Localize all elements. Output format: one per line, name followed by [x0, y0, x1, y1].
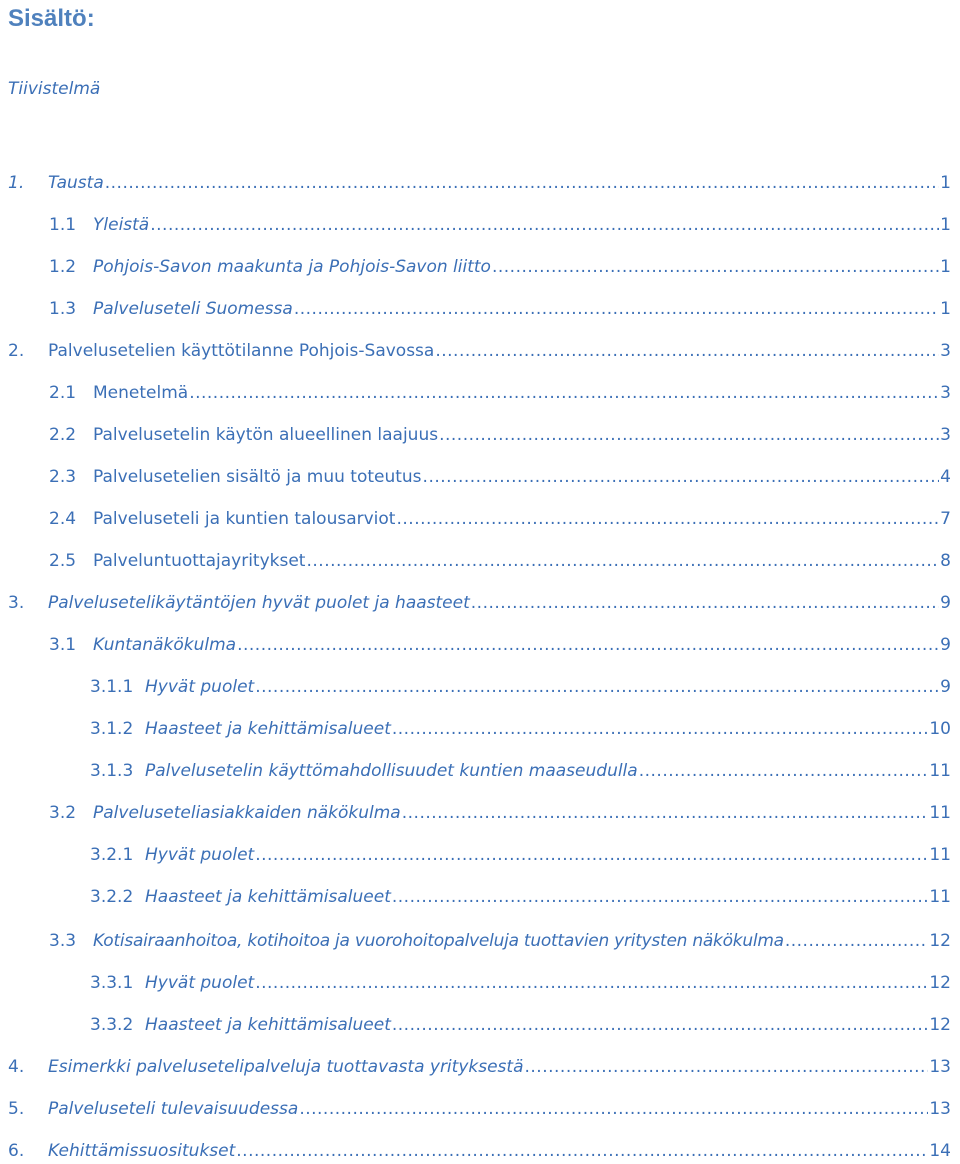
- toc-entry-page: 1: [940, 299, 951, 319]
- toc-entry-page: 13: [929, 1057, 951, 1077]
- toc-leader-dots: [435, 338, 939, 364]
- toc-entry-title: Hyvät puolet: [145, 677, 255, 697]
- toc-entry[interactable]: [0, 928, 951, 954]
- toc-entry-page: 4: [940, 467, 951, 487]
- toc-leader-dots: [237, 632, 939, 658]
- toc-entry-title: Palvelusetelien sisältö ja muu toteutus: [93, 467, 422, 487]
- toc-entry-title: Palveluseteli tulevaisuudessa: [48, 1099, 299, 1119]
- toc-leader-dots: [255, 674, 939, 700]
- toc-entry[interactable]: [0, 758, 951, 784]
- toc-entry-title: Palvelusetelikäytäntöjen hyvät puolet ja haasteet: [48, 593, 470, 613]
- toc-entry-number: 3.2: [49, 803, 77, 823]
- page-title: Sisältö:: [8, 5, 95, 32]
- toc-leader-dots: [423, 464, 940, 490]
- toc-entry[interactable]: [0, 296, 951, 322]
- toc-entry[interactable]: [0, 212, 951, 238]
- toc-entry-number: 1.3: [49, 299, 77, 319]
- toc-entry-title: Tausta: [48, 173, 104, 193]
- toc-entry-number: 3.1: [49, 635, 77, 655]
- toc-entry-number: 3.1.3: [90, 761, 134, 781]
- toc-entry[interactable]: [0, 590, 951, 616]
- toc-leader-dots: [236, 1138, 928, 1164]
- toc-entry-title: Yleistä: [93, 215, 150, 235]
- toc-entry-title: Haasteet ja kehittämisalueet: [145, 719, 391, 739]
- toc-entry-number: 3.2.1: [90, 845, 134, 865]
- toc-leader-dots: [150, 212, 939, 238]
- toc-entry-title: Menetelmä: [93, 383, 189, 403]
- toc-entry[interactable]: [0, 800, 951, 826]
- toc-entry-number: 2.5: [49, 551, 77, 571]
- toc-entry-number: 3.3.1: [90, 973, 134, 993]
- toc-entry-title: Palveluseteli Suomessa: [93, 299, 293, 319]
- toc-entry-number: 4.: [8, 1057, 25, 1077]
- toc-entry-title: Palvelusetelien käyttötilanne Pohjois-Savossa: [48, 341, 435, 361]
- toc-entry-page: 12: [929, 931, 951, 951]
- toc-entry-number: 1.1: [49, 215, 77, 235]
- toc-entry[interactable]: [0, 1138, 951, 1164]
- toc-entry[interactable]: [0, 548, 951, 574]
- toc-entry[interactable]: [0, 506, 951, 532]
- toc-entry-page: 13: [929, 1099, 951, 1119]
- toc-entry-page: 9: [940, 677, 951, 697]
- toc-entry-page: 3: [940, 341, 951, 361]
- toc-entry-page: 1: [940, 257, 951, 277]
- toc-entry-page: 1: [940, 173, 951, 193]
- toc-entry-title: Haasteet ja kehittämisalueet: [145, 1015, 391, 1035]
- toc-entry-title: Kotisairaanhoitoa, kotihoitoa ja vuorohoitopalveluja tuottavien yritysten näkökulma: [93, 931, 784, 951]
- toc-leader-dots: [255, 842, 928, 868]
- toc-leader-dots: [392, 884, 928, 910]
- toc-entry-title: Palvelusetelin käytön alueellinen laajuus: [93, 425, 439, 445]
- toc-leader-dots: [785, 928, 929, 954]
- toc-leader-dots: [396, 506, 939, 532]
- toc-entry-page: 3: [940, 425, 951, 445]
- toc-entry-page: 9: [940, 593, 951, 613]
- toc-entry-title: Palvelusetelin käyttömahdollisuudet kuntien maaseudulla: [145, 761, 638, 781]
- toc-entry-page: 10: [929, 719, 951, 739]
- toc-entry-title: Palveluseteliasiakkaiden näkökulma: [93, 803, 401, 823]
- toc-entry-number: 2.1: [49, 383, 77, 403]
- toc-entry-number: 2.3: [49, 467, 77, 487]
- toc-entry-page: 7: [940, 509, 951, 529]
- toc-leader-dots: [392, 716, 928, 742]
- toc-entry-page: 11: [929, 845, 951, 865]
- toc-entry-number: 6.: [8, 1141, 25, 1161]
- toc-entry[interactable]: [0, 464, 951, 490]
- toc-leader-dots: [306, 548, 939, 574]
- toc-entry-title: Palveluntuottajayritykset: [93, 551, 306, 571]
- toc-entry-page: 8: [940, 551, 951, 571]
- toc-leader-dots: [439, 422, 939, 448]
- toc-entry-number: 3.3: [49, 931, 77, 951]
- toc-entry-number: 5.: [8, 1099, 25, 1119]
- toc-entry-number: 3.3.2: [90, 1015, 134, 1035]
- toc-entry[interactable]: [0, 1096, 951, 1122]
- toc-leader-dots: [255, 970, 928, 996]
- toc-entry-title: Kehittämissuositukset: [48, 1141, 236, 1161]
- toc-entry-page: 12: [929, 1015, 951, 1035]
- toc-entry[interactable]: [0, 632, 951, 658]
- toc-entry-title: Kuntanäkökulma: [93, 635, 237, 655]
- toc-entry[interactable]: [0, 970, 951, 996]
- toc-entry-page: 11: [929, 761, 951, 781]
- toc-entry[interactable]: [0, 884, 951, 910]
- toc-leader-dots: [294, 296, 939, 322]
- toc-entry[interactable]: [0, 716, 951, 742]
- toc-entry-page: 14: [929, 1141, 951, 1161]
- toc-entry-page: 11: [929, 887, 951, 907]
- toc-entry-number: 1.: [8, 173, 25, 193]
- toc-entry[interactable]: [0, 170, 951, 196]
- toc-entry-page: 9: [940, 635, 951, 655]
- toc-entry-page: 3: [940, 383, 951, 403]
- toc-leader-dots: [402, 800, 929, 826]
- toc-leader-dots: [639, 758, 929, 784]
- toc-entry-number: 3.1.2: [90, 719, 134, 739]
- toc-entry-title: Haasteet ja kehittämisalueet: [145, 887, 391, 907]
- toc-entry-title: Pohjois-Savon maakunta ja Pohjois-Savon liitto: [93, 257, 491, 277]
- toc-leader-dots: [189, 380, 939, 406]
- toc-entry-title: Palveluseteli ja kuntien talousarviot: [93, 509, 396, 529]
- toc-entry-number: 2.2: [49, 425, 77, 445]
- toc-entry-number: 3.: [8, 593, 25, 613]
- toc-entry-page: 12: [929, 973, 951, 993]
- toc-entry-page: 11: [929, 803, 951, 823]
- toc-entry[interactable]: [0, 254, 951, 280]
- toc-entry[interactable]: [0, 338, 951, 364]
- toc-entry-number: 2.4: [49, 509, 77, 529]
- toc-leader-dots: [299, 1096, 928, 1122]
- toc-entry-number: 1.2: [49, 257, 77, 277]
- toc-entry[interactable]: [0, 674, 951, 700]
- toc-entry-number: 2.: [8, 341, 25, 361]
- toc-entry[interactable]: [0, 422, 951, 448]
- toc-leader-dots: [525, 1054, 929, 1080]
- toc-leader-dots: [492, 254, 939, 280]
- toc-entry[interactable]: [0, 1012, 951, 1038]
- toc-entry-number: 3.2.2: [90, 887, 134, 907]
- toc-entry-number: 3.1.1: [90, 677, 134, 697]
- toc-entry-title: Esimerkki palvelusetelipalveluja tuottavasta yrityksestä: [48, 1057, 524, 1077]
- toc-entry[interactable]: [0, 380, 951, 406]
- toc-entry-title: Hyvät puolet: [145, 845, 255, 865]
- toc-leader-dots: [392, 1012, 928, 1038]
- abstract-link[interactable]: Tiivistelmä: [8, 79, 101, 99]
- toc-entry[interactable]: [0, 1054, 951, 1080]
- toc-entry-title: Hyvät puolet: [145, 973, 255, 993]
- toc-entry[interactable]: [0, 842, 951, 868]
- toc-leader-dots: [105, 170, 939, 196]
- toc-entry-page: 1: [940, 215, 951, 235]
- toc-leader-dots: [471, 590, 939, 616]
